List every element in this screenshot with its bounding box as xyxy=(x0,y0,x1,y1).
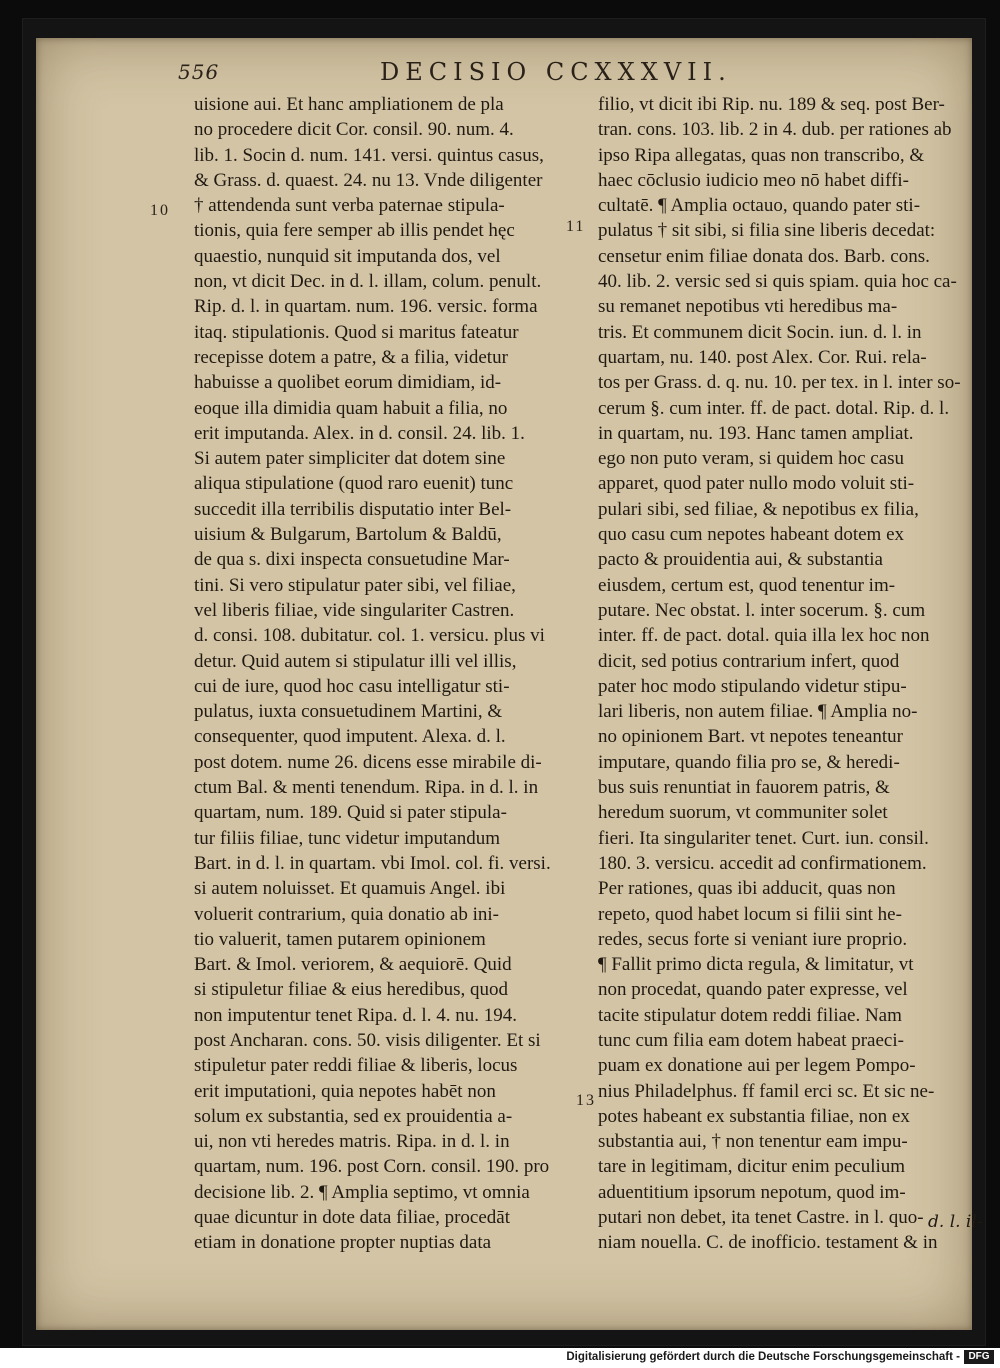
text-line: tio valuerit, tamen putarem opinionem xyxy=(194,928,486,950)
text-line: detur. Quid autem si stipulatur illi vel illis, xyxy=(194,650,517,672)
text-line: putare. Nec obstat. l. inter socerum. §. cum xyxy=(598,599,926,621)
text-line: pulatus, iuxta consuetudinem Martini, & xyxy=(194,701,503,723)
text-line: ¶ Fallit primo dicta regula, & limitatur, vt xyxy=(598,954,914,976)
text-line: succedit illa terribilis disputatio inter Bel- xyxy=(194,498,512,520)
text-line: Bart. in d. l. in quartam. vbi Imol. col. fi. versi. xyxy=(194,852,551,874)
text-line: quartam, num. 196. post Corn. consil. 190. pro xyxy=(194,1156,550,1178)
text-line: Rip. d. l. in quartam. num. 196. versic. forma xyxy=(194,296,538,318)
text-line: apparet, quod pater nullo modo voluit sti- xyxy=(598,473,915,495)
text-line: Per rationes, quas ibi adducit, quas non xyxy=(598,878,896,900)
text-line: no opinionem Bart. vt nepotes teneantur xyxy=(598,726,903,748)
left-text-column xyxy=(194,92,574,1256)
text-line: † attendenda sunt verba paternae stipula- xyxy=(194,195,505,217)
text-line: putari non debet, ita tenet Castre. in l. quo- xyxy=(598,1207,924,1229)
text-line: haec cōclusio iudicio meo nō habet diffi- xyxy=(598,169,909,191)
text-line: substantia aui, † non tenentur eam impu- xyxy=(598,1131,908,1153)
text-line: vel liberis filiae, vide singulariter Castren. xyxy=(194,599,515,621)
text-line: eoque illa dimidia quam habuit a filia, no xyxy=(194,397,508,419)
text-line: voluerit contrarium, quia donatio ab ini- xyxy=(194,903,499,925)
text-line: non imputentur tenet Ripa. d. l. 4. nu. 194. xyxy=(194,1004,517,1026)
text-line: erit imputationi, quia nepotes habēt non xyxy=(194,1080,496,1102)
text-line: inter. ff. de pact. dotal. quia illa lex hoc non xyxy=(598,625,930,647)
text-line: lari liberis, non autem filiae. ¶ Amplia no- xyxy=(598,701,918,723)
text-line: & Grass. d. quaest. 24. nu 13. Vnde diligenter xyxy=(194,169,543,191)
right-text-column xyxy=(598,92,968,1256)
margin-number-10: 10 xyxy=(150,202,170,219)
text-line: imputare, quando filia pro se, & heredi- xyxy=(598,751,900,773)
text-line: non, vt dicit Dec. in d. l. illam, colum. penult. xyxy=(194,271,542,293)
text-line: quae dicuntur in dote data filiae, procedāt xyxy=(194,1207,511,1229)
text-line: quaestio, nunquid sit imputanda dos, vel xyxy=(194,245,501,267)
text-line: pulatus † sit sibi, si filia sine liberis decedat: xyxy=(598,220,936,242)
text-line: 40. lib. 2. versic sed si quis spiam. quia hoc ca- xyxy=(598,271,957,293)
margin-number-13: 13 xyxy=(576,1092,596,1109)
text-line: dicit, sed potius contrarium infert, quod xyxy=(598,650,900,672)
text-line: tos per Grass. d. q. nu. 10. per tex. in l. inter so- xyxy=(598,372,961,394)
text-line: su remanet nepotibus vti heredibus ma- xyxy=(598,296,898,318)
text-line: d. consi. 108. dubitatur. col. 1. versicu. plus vi xyxy=(194,625,545,647)
footer-credit: Digitalisierung gefördert durch die Deutsche Forschungsgemeinschaft - xyxy=(566,1351,960,1363)
text-line: bus suis renuntiat in fauorem patris, & xyxy=(598,777,890,799)
text-line: no procedere dicit Cor. consil. 90. num. 4. xyxy=(194,119,514,141)
text-line: uisium & Bulgarum, Bartolum & Baldū, xyxy=(194,524,502,546)
text-line: tare in legitimam, dicitur enim peculium xyxy=(598,1156,906,1178)
page-number: 556 xyxy=(178,60,220,84)
text-line: si autem noluisset. Et quamuis Angel. ibi xyxy=(194,878,506,900)
text-line: cultatē. ¶ Amplia octauo, quando pater sti- xyxy=(598,195,921,217)
text-line: tur filiis filiae, tunc videtur imputandum xyxy=(194,827,501,849)
text-line: Si autem pater simpliciter dat dotem sine xyxy=(194,448,506,470)
text-line: tunc cum filia eam dotem habeat praeci- xyxy=(598,1029,904,1051)
text-line: ego non puto veram, si quidem hoc casu xyxy=(598,448,905,470)
text-line: de qua s. dixi inspecta consuetudine Mar- xyxy=(194,549,510,571)
text-line: censetur enim filiae donata dos. Barb. cons. xyxy=(598,245,930,267)
text-line: erit imputanda. Alex. in d. consil. 24. lib. 1. xyxy=(194,422,525,444)
text-line: 180. 3. versicu. accedit ad confirmationem. xyxy=(598,852,927,874)
dfg-logo: DFG xyxy=(964,1350,994,1364)
text-line: cerum §. cum inter. ff. de pact. dotal. Rip. d. l. xyxy=(598,397,950,419)
text-line: post dotem. nume 26. dicens esse mirabile di- xyxy=(194,751,542,773)
text-line: habuisse a quolibet eorum dimidiam, id- xyxy=(194,372,502,394)
text-line: niam nouella. C. de inofficio. testament & in xyxy=(598,1232,938,1254)
margin-number-11: 11 xyxy=(566,218,586,235)
catchword: d. l. il- xyxy=(928,1212,983,1232)
text-line: uisione aui. Et hanc ampliationem de pla xyxy=(194,94,504,115)
text-line: itaq. stipulationis. Quod si maritus fateatur xyxy=(194,321,519,343)
text-line: potes habeant ex substantia filiae, non ex xyxy=(598,1105,910,1127)
text-line: ui, non vti heredes matris. Ripa. in d. l. in xyxy=(194,1131,510,1153)
text-line: decisione lib. 2. ¶ Amplia septimo, vt omnia xyxy=(194,1181,530,1203)
text-line: aliqua stipulatione (quod raro euenit) tunc xyxy=(194,473,514,495)
text-line: lib. 1. Socin d. num. 141. versi. quintus casus, xyxy=(194,144,544,166)
text-line: heredum suorum, vt communiter solet xyxy=(598,802,888,824)
text-line: tris. Et communem dicit Socin. iun. d. l. in xyxy=(598,321,922,343)
text-line: pulari sibi, sed filiae, & nepotibus ex filia, xyxy=(598,498,919,520)
text-line: repeto, quod habet locum si filii sint he- xyxy=(598,903,902,925)
text-line: filio, vt dicit ibi Rip. nu. 189 & seq. post Ber- xyxy=(598,94,945,115)
text-line: ipso Ripa allegatas, quas non transcribo, & xyxy=(598,144,925,166)
text-line: redes, secus forte si veniant iure proprio. xyxy=(598,928,908,950)
text-line: stipuletur pater reddi filiae & liberis, locus xyxy=(194,1055,518,1077)
text-line: consequenter, quod imputent. Alexa. d. l. xyxy=(194,726,506,748)
text-line: eiusdem, certum est, quod tenentur im- xyxy=(598,574,896,596)
running-head: DECISIO CCXXXVII. xyxy=(380,58,732,86)
text-line: non procedat, quando pater expresse, vel xyxy=(598,979,908,1001)
text-line: recepisse dotem a patre, & a filia, videtur xyxy=(194,346,508,368)
text-line: tacite stipulatur dotem reddi filiae. Nam xyxy=(598,1004,902,1026)
text-line: quo casu cum nepotes habeant dotem ex xyxy=(598,524,905,546)
text-line: solum ex substantia, sed ex prouidentia a- xyxy=(194,1105,513,1127)
text-line: pater hoc modo stipulando videtur stipu- xyxy=(598,675,907,697)
text-line: aduentitium ipsorum nepotum, quod im- xyxy=(598,1181,906,1203)
text-line: tini. Si vero stipulatur pater sibi, vel filiae, xyxy=(194,574,516,596)
text-line: puam ex donatione aui per legem Pompo- xyxy=(598,1055,916,1077)
text-line: fieri. Ita singulariter tenet. Curt. iun. consil. xyxy=(598,827,929,849)
text-line: cui de iure, quod hoc casu intelligatur sti- xyxy=(194,675,510,697)
text-line: tran. cons. 103. lib. 2 in 4. dub. per rationes ab xyxy=(598,119,952,141)
text-line: Bart. & Imol. veriorem, & aequiorē. Quid xyxy=(194,954,512,976)
text-line: quartam, nu. 140. post Alex. Cor. Rui. rela- xyxy=(598,346,927,368)
text-line: ctum Bal. & menti tenendum. Ripa. in d. l. in xyxy=(194,777,539,799)
text-line: tionis, quia fere semper ab illis pendet hęc xyxy=(194,220,515,242)
text-line: nius Philadelphus. ff famil erci sc. Et sic ne- xyxy=(598,1080,935,1102)
text-line: in quartam, nu. 193. Hanc tamen ampliat. xyxy=(598,422,914,444)
text-line: post Ancharan. cons. 50. visis diligenter. Et si xyxy=(194,1029,541,1051)
text-line: si stipuletur filiae & eius heredibus, quod xyxy=(194,979,508,1001)
text-line: etiam in donatione propter nuptias data xyxy=(194,1232,492,1254)
text-line: pacto & prouidentia aui, & substantia xyxy=(598,549,883,571)
text-line: quartam, num. 189. Quid si pater stipula- xyxy=(194,802,507,824)
